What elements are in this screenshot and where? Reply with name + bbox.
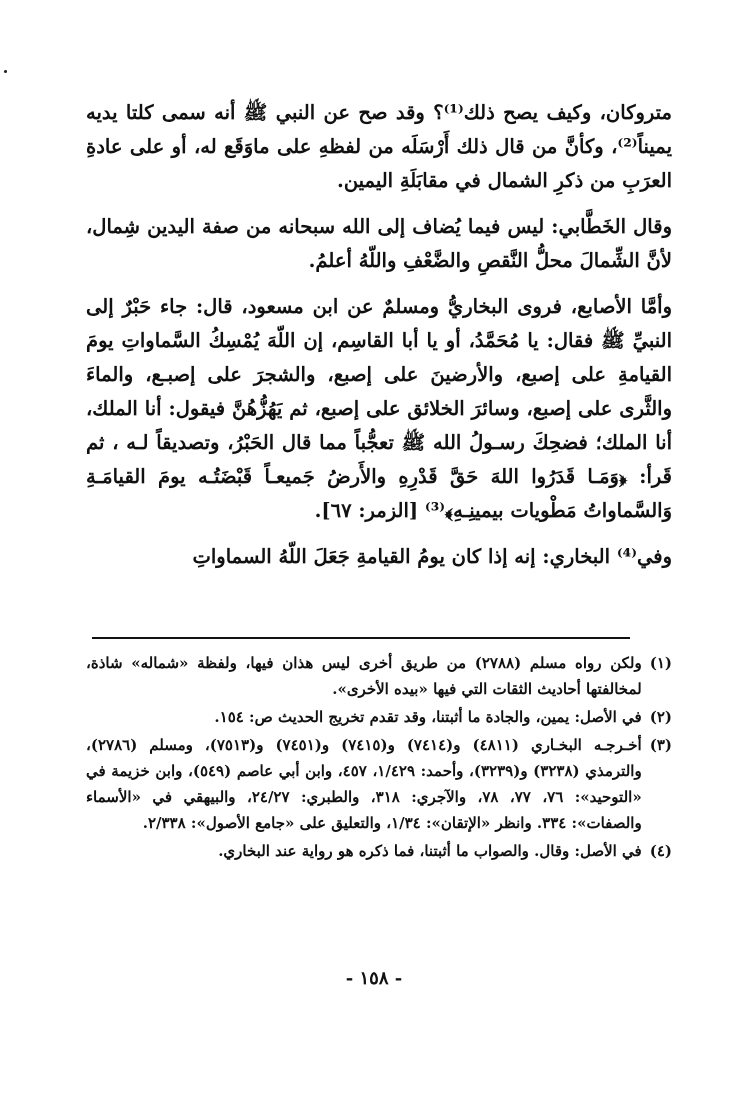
margin-dot [4,70,7,73]
footnote-2 [86,704,672,730]
footnote-number: (٤) [649,842,672,860]
footnote-text: ولكن رواه مسلم (٢٧٨٨) من طريق أخرى ليس هذان فيها، ولفظة «شماله» شاذة، لمخالفتها أحاديث الثقات التي فيها «بيده الأخرى». [86,654,642,698]
footnote-3 [86,732,672,836]
footnote-number: (٢) [649,708,672,726]
footnote-4 [86,838,672,864]
footnote-number: (٣) [649,736,672,754]
footnote-text: في الأصل: يمين، والجادة ما أثبتنا، وقد تقدم تخريج الحديث ص: ١٥٤. [214,708,642,726]
footnotes [86,650,672,866]
footnote-number: (١) [649,654,672,672]
footnote-divider [92,637,630,639]
footnote-1 [86,650,672,702]
paragraph-2: وقال الخَطَّابي: ليس فيما يُضاف إلى الله سبحانه من صفة اليدين شِمال، لأنَّ الشِّمالَ محلُّ النَّقصِ والضَّعْفِ واللّهُ أعلمُ. [86,215,672,272]
footnote-text: أخـرجـه البخـاري (٤٨١١) و(٧٤١٤) و(٧٤١٥) و(٧٤٥١) و(٧٥١٣)، ومسلم (٢٧٨٦)، والترمذي (٣٢٣٨) و(٣٢٣٩)، وأحمد: ١/٤٢٩، ٤٥٧، وابن أبي عاصم (٥٤٩)، وابن خزيمة في «التوحيد»: ٧٦، ٧٧، ٧٨، والآجري: ٣١٨، والطبري: ٢٤/٢٧، والبيهقي في «الأسماء والصفات»: ٣٣٤. وانظر «الإتقان»: ١/٣٤، والتعليق على «جامع الأصول»: ٢/٣٣٨. [86,736,642,832]
main-text [86,96,672,574]
page-number: - ١٥٨ - [345,968,403,989]
paragraph-4: وفي⁽⁴⁾ البخاري: إنه إذا كان يومُ القيامةِ جَعَلَ اللّهُ السماواتِ [192,545,672,568]
paragraph-3: وأمَّا الأصابع، فروى البخاريُّ ومسلمٌ عن ابن مسعود، قال: جاء حَبْرٌ إلى النبيِّ ﷺ فقال: يا مُحَمَّدُ، أو يا أبا القاسِم، إن اللّهَ يُمْسِكُ السَّماواتِ يومَ القيامةِ على إصبع، والأرضينَ على إصبع، والشجرَ على إصبـع، والماءَ والثَّرى على إصبع، وسائرَ الخلائق على إصبع، ثم يَهُزُّهُنَّ فيقول: أنا الملك، أنا الملك؛ فضحِكَ رسـولُ الله ﷺ تعجُّباً مما قال الحَبْرُ، وتصديقاً لـه ، ثم قَرأ: ﴿وَمَـا قَدَرُوا اللهَ حَقَّ قَدْرِهِ والأَرضُ جَميعـاً قَبْضَتُـه يومَ القيامَـةِ وَالسَّماواتُ مَطْويات بيمينِـهِ﴾⁽³⁾ [الزمر: ٦٧]. [86,295,672,522]
paragraph-1: متروكان، وكيف يصح ذلك⁽¹⁾؟ وقد صح عن النبي ﷺ أنه سمى كلتا يديه يميناً⁽²⁾، وكأنَّ من قال ذلك أَرْسَلَه من لفظهِ على ماوَقَع له، أو على عادةِ العرَبِ من ذكرِ الشمال في مقابَلَةِ اليمين. [86,101,672,192]
footnote-text: في الأصل: وقال. والصواب ما أثبتنا، فما ذكره هو رواية عند البخاري. [218,842,642,860]
